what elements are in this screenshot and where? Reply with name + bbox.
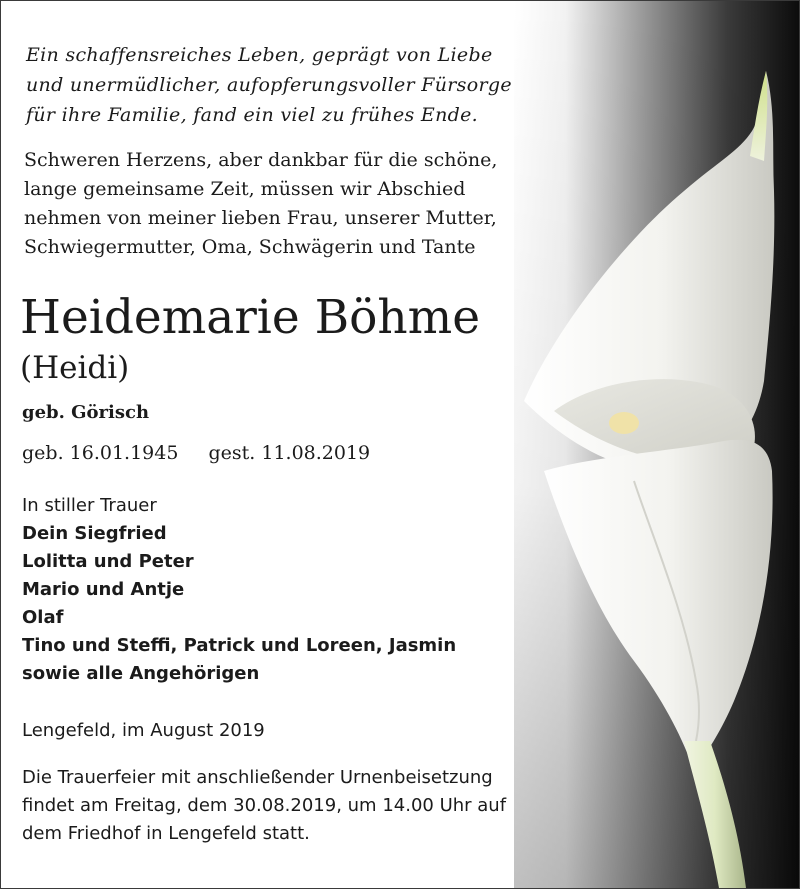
calla-lily-icon xyxy=(514,1,799,888)
intro-line: für ihre Familie, fand ein viel zu frühes Ende. xyxy=(26,104,478,126)
place-date: Lengefeld, im August 2019 xyxy=(22,720,265,741)
farewell-line: lange gemeinsame Zeit, müssen wir Abschied xyxy=(24,178,466,200)
maiden-name: geb. Görisch xyxy=(22,402,150,423)
farewell-paragraph xyxy=(24,146,497,262)
death-date: gest. 11.08.2019 xyxy=(208,442,371,464)
mourner-name: Mario und Antje xyxy=(22,579,185,600)
birth-date: geb. 16.01.1945 xyxy=(22,442,179,464)
mourner-name: sowie alle Angehörigen xyxy=(22,663,260,684)
intro-line: Ein schaffensreiches Leben, geprägt von Liebe xyxy=(26,44,493,66)
life-dates xyxy=(22,438,370,468)
service-info xyxy=(22,764,506,848)
service-line: Die Trauerfeier mit anschließender Urnenbeisetzung xyxy=(22,767,493,788)
mourner-name: Olaf xyxy=(22,607,64,628)
service-line: findet am Freitag, dem 30.08.2019, um 14.00 Uhr auf xyxy=(22,795,507,816)
intro-line: und unermüdlicher, aufopferungsvoller Fürsorge xyxy=(26,74,512,96)
intro-verse xyxy=(26,40,512,130)
mourner-name: Tino und Steffi, Patrick und Loreen, Jasmin xyxy=(22,635,457,656)
mourner-name: Lolitta und Peter xyxy=(22,551,194,572)
deceased-name: Heidemarie Böhme xyxy=(20,290,481,345)
mourners-list xyxy=(22,492,456,688)
farewell-line: nehmen von meiner lieben Frau, unserer Mutter, xyxy=(24,207,497,229)
deceased-nickname: (Heidi) xyxy=(20,350,130,386)
farewell-line: Schweren Herzens, aber dankbar für die schöne, xyxy=(24,149,498,171)
mourner-name: Dein Siegfried xyxy=(22,523,167,544)
mourners-lead: In stiller Trauer xyxy=(22,495,157,516)
farewell-line: Schwiegermutter, Oma, Schwägerin und Tante xyxy=(24,236,476,258)
service-line: dem Friedhof in Lengefeld statt. xyxy=(22,823,310,844)
